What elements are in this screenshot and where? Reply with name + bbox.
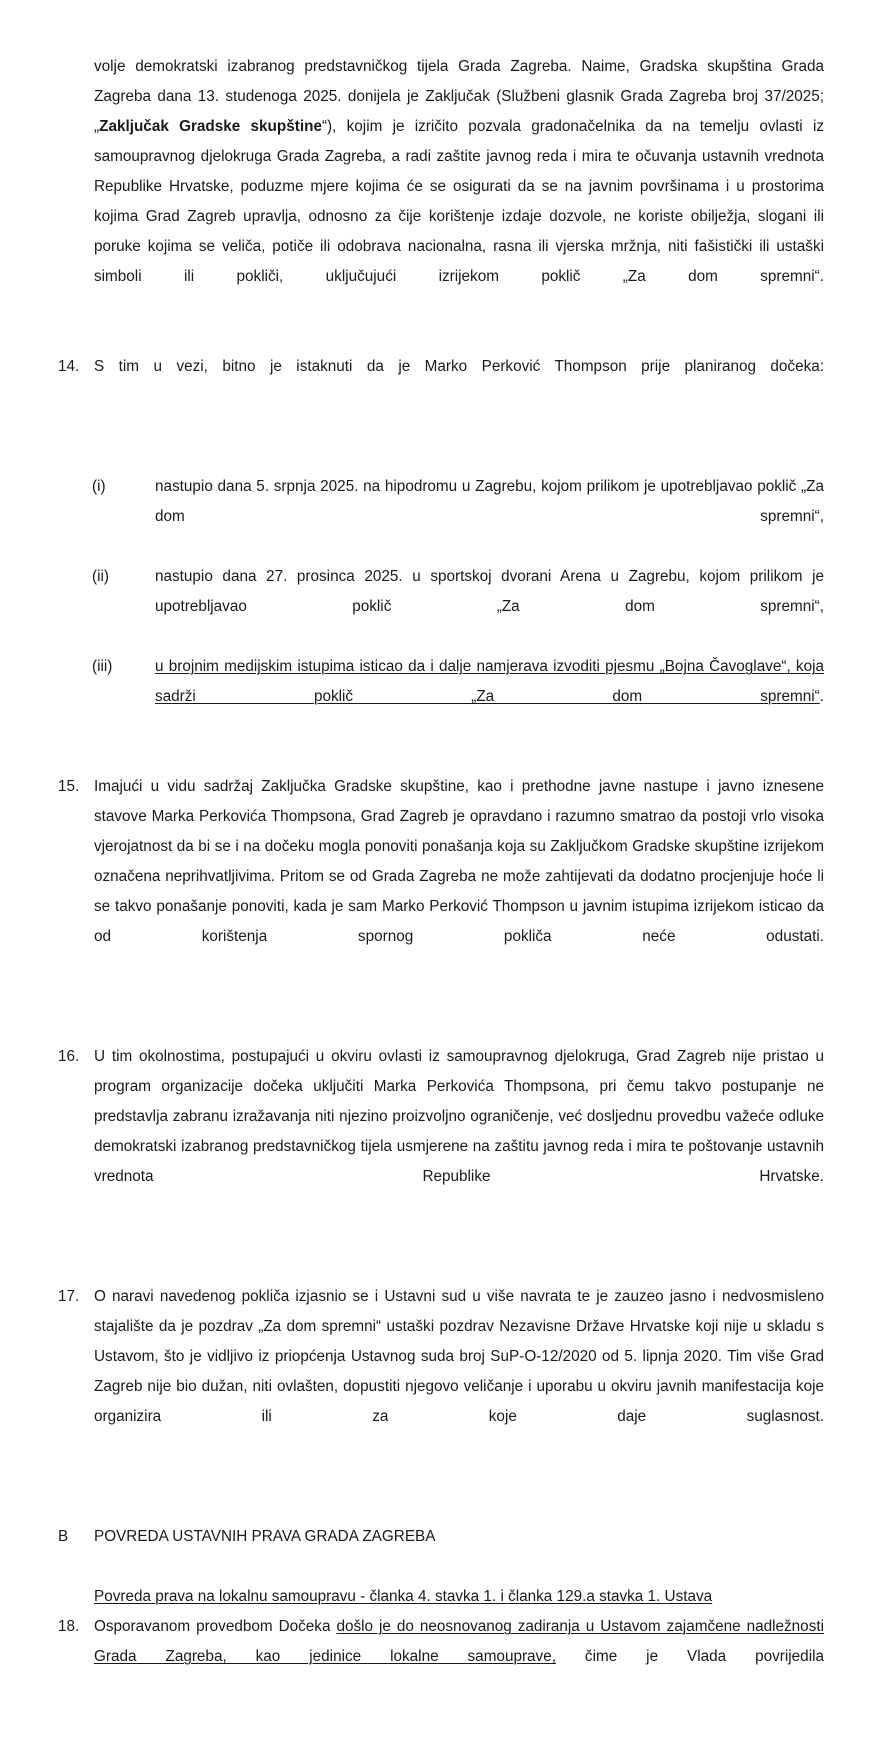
bold-run: Zaključak Gradske skupštine	[99, 118, 322, 135]
paragraph-spacer	[58, 442, 824, 472]
section-letter: B	[58, 1528, 69, 1545]
roman-list-item	[58, 652, 824, 742]
underlined-run: u brojnim medijskim istupima isticao da i dalje namjerava izvoditi pjesmu „Bojna Čavoglave“, koja sadrži poklič „Za dom spremni“	[155, 658, 824, 705]
clause-body	[94, 352, 824, 412]
clause-14-sublist	[58, 472, 824, 742]
text-run: O naravi navedenog pokliča izjasnio se i Ustavni sud u više navrata te je zauzeo jasno i nedvosmisleno stajalište da je pozdrav „Za dom spremni“ ustaški pozdrav Nezavisne Države Hrvatske koji nije u skladu s Ustavom, što je vidljivo iz priopćenja Ustavnog suda broj SuP-O-12/2020 od 5. lipnja 2020. Tim više Grad Zagreb nije bio dužan, niti ovlašten, dopustiti njegovo veličanje i uporabu u okviru javnih manifestacija koje organizira ili za koje daje suglasnost.	[94, 1288, 824, 1425]
paragraph-spacer	[58, 1552, 824, 1582]
roman-item-text	[155, 568, 824, 645]
clause-body	[94, 1612, 824, 1702]
clause-17	[58, 1282, 824, 1492]
clause-number: 16.	[58, 1048, 80, 1065]
roman-marker: (iii)	[92, 658, 113, 675]
paragraph-spacer	[58, 1732, 824, 1762]
subheading-local-self-government	[58, 1582, 824, 1612]
roman-marker: (i)	[92, 478, 106, 495]
text-run: U tim okolnostima, postupajući u okviru ovlasti iz samoupravnog djelokruga, Grad Zagreb nije pristao u program organizacije dočeka uključiti Marka Perkovića Thompsona, pri čemu takvo postupanje ne predstavlja zabranu izražavanja niti njezino proizvoljno ograničenje, već dosljednu provedbu važeće odluke demokratski izabranog predstavničkog tijela usmjerene na zaštitu javnog reda i mira te poštovanje ustavnih vrednota Republike Hrvatske.	[94, 1048, 824, 1185]
clause-number: 17.	[58, 1288, 80, 1305]
roman-item-text	[155, 658, 824, 735]
roman-item-text	[155, 478, 824, 555]
clause-number: 15.	[58, 778, 80, 795]
text-run: Imajući u vidu sadržaj Zaključka Gradske skupštine, kao i prethodne javne nastupe i javno iznesene stavove Marka Perkovića Thompsona, Grad Zagreb je opravdano i razumno smatrao da postoji vrlo visoka vjerojatnost da bi se i na dočeku mogla ponoviti ponašanja koja su Zaključkom Gradske skupštine izrijekom označena neprihvatljivima. Pritom se od Grada Zagreba ne može zahtijevati da dodatno procjenjuje hoće li se takvo ponašanje ponoviti, kada je sam Marko Perković Thompson u javnim istupima izrijekom isticao da od korištenja spornog pokliča neće odustati.	[94, 778, 824, 945]
roman-list-item	[58, 562, 824, 652]
text-run: volje demokratski izabranog predstavničkog tijela Grada Zagreba. Naime, Gradska skupština Grada Zagreba dana 13. studenoga 2025. donijela je Zaključak (Službeni glasnik Grada Zagreba broj 37/2025; „	[94, 58, 824, 135]
text-run: S tim u vezi, bitno je istaknuti da je Marko Perković Thompson prije planiranog dočeka:	[94, 358, 824, 375]
underlined-run: došlo je do neosnovanog zadiranja u Ustavom zajamčene nadležnosti Grada Zagreba, kao jedinice lokalne samouprave,	[94, 1618, 824, 1665]
text-run: čime je Vlada povrijedila	[555, 1648, 824, 1665]
clause-body	[94, 1282, 824, 1462]
section-title: POVREDA USTAVNIH PRAVA GRADA ZAGREBA	[94, 1528, 436, 1545]
paragraph-13-continuation	[58, 52, 824, 322]
clause-number: 14.	[58, 358, 80, 375]
clause-14	[58, 352, 824, 442]
clause-body	[94, 1042, 824, 1222]
clause-15	[58, 772, 824, 1012]
paragraph-spacer	[58, 1012, 824, 1042]
clause-18	[58, 1612, 824, 1732]
roman-marker: (ii)	[92, 568, 109, 585]
paragraph-spacer	[58, 742, 824, 772]
clause-number: 18.	[58, 1618, 80, 1635]
document-content	[58, 52, 824, 1762]
underlined-run: Povreda prava na lokalnu samoupravu - članka 4. stavka 1. i članka 129.a stavka 1. Ustava	[94, 1588, 713, 1605]
paragraph-spacer	[58, 1492, 824, 1522]
text-run: .	[819, 688, 824, 705]
text-run: Osporavanom provedbom Dočeka	[94, 1618, 337, 1635]
text-run: “), kojim je izričito pozvala gradonačelnika da na temelju ovlasti iz samoupravnog djelokruga Grada Zagreba, a radi zaštite javnog reda i mira te očuvanja ustavnih vrednota Republike Hrvatske, poduzme mjere kojima će se osigurati da se na javnim površinama i u prostorima kojima Grad Zagreb upravlja, odnosno za čije korištenje izdaje dozvole, ne koriste obilježja, slogani ili poruke kojima se veliča, potiče ili odobrava nacionalna, rasna ili vjerska mržnja, niti fašistički ili ustaški simboli ili pokliči, uključujući izrijekom poklič „Za dom spremni“.	[94, 118, 824, 285]
text-run: nastupio dana 5. srpnja 2025. na hipodromu u Zagrebu, kojom prilikom je upotrebljavao poklič „Za dom spremni“,	[155, 478, 824, 525]
paragraph-spacer	[58, 322, 824, 352]
section-heading-b	[58, 1522, 824, 1552]
roman-list-item	[58, 472, 824, 562]
clause-body	[94, 772, 824, 982]
clause-16	[58, 1042, 824, 1252]
paragraph-spacer	[58, 1252, 824, 1282]
text-run: nastupio dana 27. prosinca 2025. u sportskoj dvorani Arena u Zagrebu, kojom prilikom je upotrebljavao poklič „Za dom spremni“,	[155, 568, 824, 615]
